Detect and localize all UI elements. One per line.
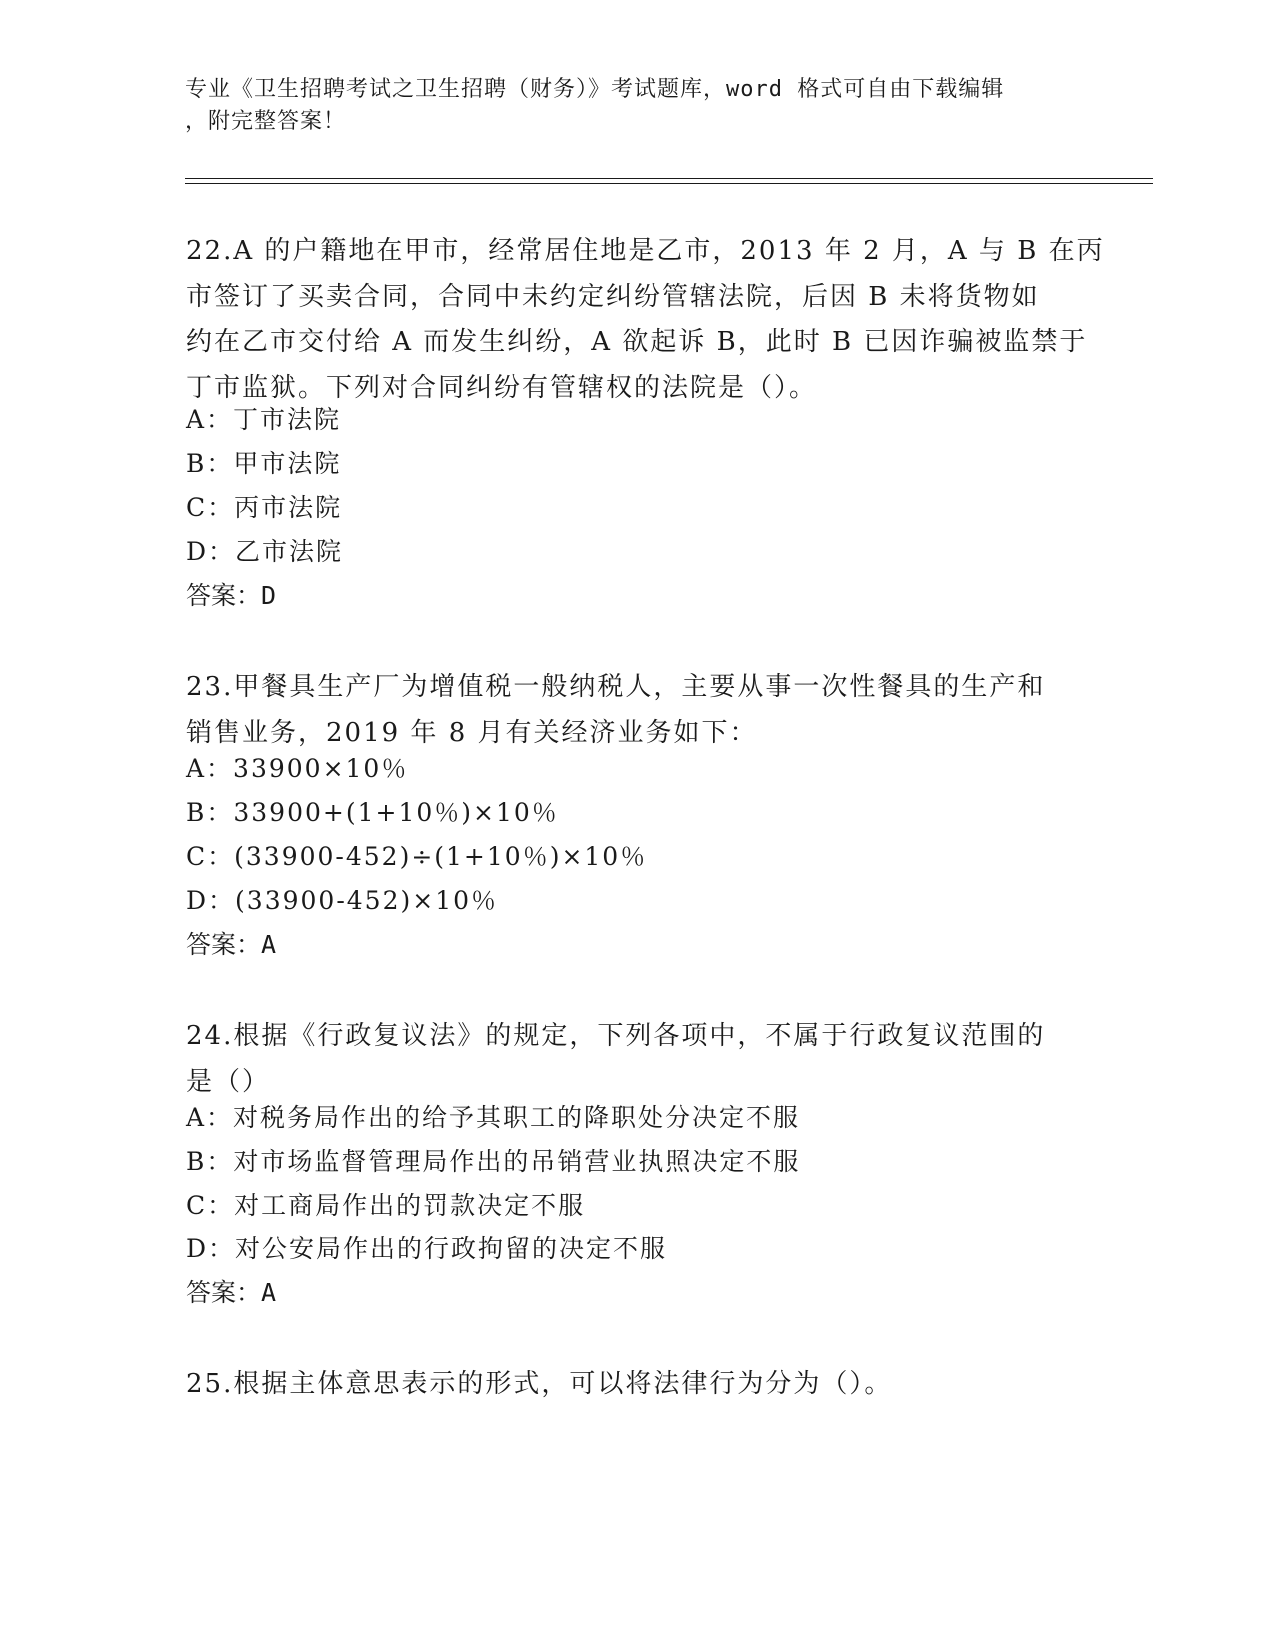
header-line-1: 专业《卫生招聘考试之卫生招聘（财务）》考试题库，word 格式可自由下载编辑 (185, 77, 1005, 102)
question-22-option-b: B：甲市法院 (186, 449, 342, 478)
question-22-text (186, 229, 1105, 411)
question-24-text (186, 1014, 1045, 1105)
question-23-option-c: C：(33900-452)÷(1+10％)×10％ (186, 842, 648, 871)
question-line: 是（） (186, 1066, 271, 1097)
question-22-option-d: D：乙市法院 (186, 537, 344, 566)
question-22-option-c: C：丙市法院 (186, 493, 343, 522)
question-22-answer: 答案：D (186, 581, 277, 610)
question-line: 市签订了买卖合同，合同中未约定纠纷管辖法院，后因 B 未将货物如 (186, 281, 1040, 312)
question-24-option-a: A：对税务局作出的给予其职工的降职处分决定不服 (186, 1103, 801, 1132)
header-divider-bottom (185, 183, 1153, 184)
question-24-option-d: D：对公安局作出的行政拘留的决定不服 (186, 1234, 668, 1263)
question-line: 销售业务，2019 年 8 月有关经济业务如下： (186, 717, 758, 748)
question-line: 23.甲餐具生产厂为增值税一般纳税人，主要从事一次性餐具的生产和 (186, 672, 1046, 702)
question-line: 约在乙市交付给 A 而发生纠纷，A 欲起诉 B，此时 B 已因诈骗被监禁于 (186, 327, 1088, 357)
header-line-2: ，附完整答案！ (185, 109, 347, 134)
question-23-answer: 答案：A (186, 930, 277, 959)
header-divider-top (185, 178, 1153, 179)
question-23-option-b: B：33900+(1+10％)×10％ (186, 798, 559, 827)
question-23-text (186, 665, 1045, 756)
question-line: 22.A 的户籍地在甲市，经常居住地是乙市，2013 年 2 月，A 与 B 在丙 (186, 236, 1105, 266)
question-line: 25.根据主体意思表示的形式，可以将法律行为分为（）。 (186, 1369, 893, 1399)
question-25-text (186, 1362, 892, 1408)
document-header (185, 74, 1085, 138)
question-23-option-d: D：(33900-452)×10％ (186, 886, 499, 915)
question-24-option-c: C：对工商局作出的罚款决定不服 (186, 1191, 586, 1220)
question-24-answer: 答案：A (186, 1278, 277, 1307)
question-line: 丁市监狱。下列对合同纠纷有管辖权的法院是（）。 (186, 372, 818, 403)
question-22-option-a: A：丁市法院 (186, 405, 342, 434)
question-24-option-b: B：对市场监督管理局作出的吊销营业执照决定不服 (186, 1147, 801, 1176)
question-line: 24.根据《行政复议法》的规定，下列各项中，不属于行政复议范围的 (186, 1021, 1046, 1051)
question-23-option-a: A：33900×10％ (186, 754, 409, 783)
